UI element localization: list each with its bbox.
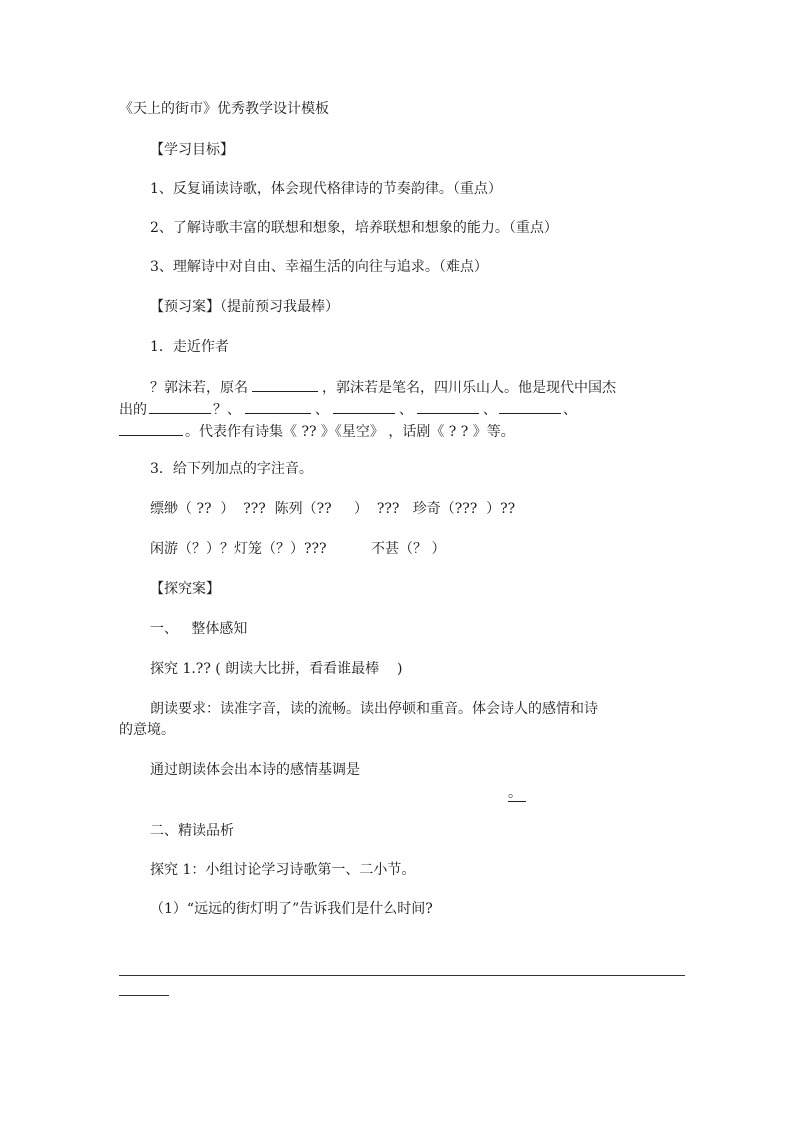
explore-2: 探究 1：小组讨论学习诗歌第一、二小节。: [150, 862, 416, 878]
document-title: 《天上的街市》优秀教学设计模板: [119, 101, 329, 117]
pinyin-row-2: 闲游（？）？灯笼（？）??? 不甚（？ ）: [150, 541, 446, 557]
author-text: 、: [483, 402, 497, 418]
reading-requirement-cont: 的意境。: [119, 722, 175, 738]
feeling-answer-end: [508, 784, 526, 802]
explore-1: 探究 1.?? ( 朗读大比拼，看看谁最棒 ): [150, 661, 403, 677]
question-1: （1）“远远的街灯明了”告诉我们是什么时间?: [150, 901, 433, 917]
author-text: 出的: [119, 402, 147, 418]
fill-in-blank[interactable]: [245, 400, 311, 414]
fill-in-blank[interactable]: [252, 378, 318, 392]
feeling-end-mark[interactable]: 。: [508, 785, 526, 802]
author-text: ？、: [213, 402, 241, 418]
author-line-3: [119, 422, 515, 441]
preview-heading: 【预习案】（提前预习我最棒）: [150, 299, 339, 315]
author-heading: 1．走近作者: [150, 339, 229, 355]
section-2-heading: 二、精读品析: [150, 823, 234, 839]
author-text: ，郭沫若是笔名，四川乐山人。他是现代中国杰: [322, 380, 616, 396]
author-text: 。代表作有诗集《 ?? 》《星空》 ，话剧《 ? ? 》等。: [185, 424, 515, 440]
fill-in-blank[interactable]: [417, 400, 479, 414]
goal-item: 2、了解诗歌丰富的联想和想象，培养联想和想象的能力。（重点）: [150, 220, 558, 236]
explore-heading: 【探究案】: [150, 581, 220, 597]
author-text: ？郭沫若，原名: [150, 380, 248, 396]
author-line-1: [150, 378, 616, 397]
fill-in-blank[interactable]: [149, 400, 211, 414]
reading-requirement: 朗读要求：读准字音，读的流畅。读出停顿和重音。体会诗人的感情和诗: [150, 701, 598, 717]
author-text: 、: [399, 402, 413, 418]
pinyin-row-1: 缥缈（ ?? ） ??? 陈列（?? ） ??? 珍奇（??? ）??: [150, 501, 516, 517]
feeling-prompt: 通过朗读体会出本诗的感情基调是: [150, 762, 360, 778]
answer-line-cont[interactable]: [119, 995, 169, 996]
fill-in-blank[interactable]: [499, 400, 561, 414]
goals-heading: 【学习目标】: [150, 142, 234, 158]
author-text: 、: [315, 402, 329, 418]
goal-item: 1、反复诵读诗歌，体会现代格律诗的节奏韵律。（重点）: [150, 181, 502, 197]
answer-line[interactable]: [119, 975, 685, 976]
pinyin-heading: 3．给下列加点的字注音。: [150, 461, 313, 477]
author-text: 、: [563, 402, 577, 418]
section-1-heading: 一、 整体感知: [150, 621, 248, 637]
fill-in-blank[interactable]: [119, 422, 183, 436]
fill-in-blank[interactable]: [333, 400, 395, 414]
goal-item: 3、理解诗中对自由、幸福生活的向往与追求。（难点）: [150, 259, 488, 275]
author-line-2: [119, 400, 577, 419]
